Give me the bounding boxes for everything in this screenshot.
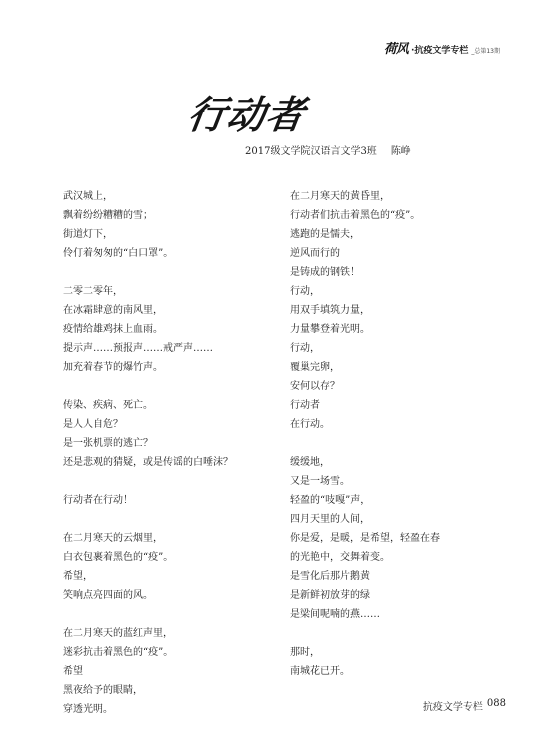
poem-line: 是一张机票的逃亡？ [63,438,153,449]
page-footer [423,698,506,713]
poem-line: 的光艳中，交舞着变。 [290,552,390,563]
poem-line: 是新鲜初放芽的绿 [290,590,370,601]
poem-line: 在行动。 [290,419,330,430]
poem-line: 那时， [290,647,320,658]
poem-line: 在二月寒天的黄昏里， [290,191,390,202]
issue-number: _总第13期 [471,48,500,55]
poem-line: 希望， [63,571,93,582]
poem-stanza [290,643,500,681]
magazine-logo: 荷风 [383,42,408,57]
poem-stanza [290,453,500,624]
page-number: 088 [486,698,506,709]
stanza-break [63,377,273,396]
stanza-break [290,624,500,643]
poem-stanza [63,624,273,719]
poem-stanza [290,187,500,434]
poem-line: 希望 [63,666,83,677]
poem-line: 行动者们抗击着黑色的“疫”。 [290,210,421,221]
poem-title: 行动者 [184,92,309,137]
poem-column-left [63,187,273,719]
poem-line: 飘着纷纷糟糟的雪； [63,210,153,221]
poem-line: 行动者在行动！ [63,495,133,506]
poem-line: 在二月寒天的云烟里， [63,533,163,544]
poem-line: 是雪化后那片鹅黄 [290,571,370,582]
poem-line: 黑夜给予的眼睛， [63,685,143,696]
poem-line: 加充着春节的爆竹声。 [63,362,163,373]
poem-line: 还是悲观的猜疑，或是传谣的白唾沫？ [63,457,233,468]
poem-stanza [63,187,273,263]
poem-line: 逃跑的是懦夫， [290,229,360,240]
stanza-break [63,605,273,624]
poem-line: 疫情给雄鸡抹上血雨。 [63,324,163,335]
poem-line: 覆巢完卵， [290,362,340,373]
footer-column-label: 抗疫文学专栏 [422,702,483,713]
column-label: ·抗疫文学专栏 [410,46,469,56]
poem-stanza [63,491,273,510]
poem-line: 又是一场雪。 [290,476,350,487]
poem-line: 街道灯下， [63,229,113,240]
author-class: 2017级文学院汉语言文学3班 [245,146,377,157]
poem-line: 行动者 [290,400,320,411]
poem-line: 你是爱，是暖，是希望，轻盈在春 [290,533,440,544]
poem-line: 行动， [290,343,320,354]
poem-line: 提示声……预报声……戒严声…… [63,343,213,354]
poem-line: 是梁间呢喃的燕…… [290,609,380,620]
stanza-break [290,434,500,453]
stanza-break [63,263,273,282]
poem-line: 缓缓地， [290,457,330,468]
poem-line: 逆风而行的 [290,248,340,259]
poem-line: 在冰霜肆意的南风里， [63,305,163,316]
poem-line: 白衣包裹着黑色的“疫”。 [63,552,174,563]
poem-stanza [63,529,273,605]
poem-line: 在二月寒天的蓝红声里， [63,628,173,639]
poem-line: 笑响点亮四面的风。 [63,590,153,601]
poem-line: 穿透光明。 [63,704,113,715]
stanza-break [63,472,273,491]
page-header [384,38,500,57]
poem-line: 迷彩抗击着黑色的“疫”。 [63,647,174,658]
poem-line: 轻盈的“吱嘎”声， [290,495,371,506]
poem-line: 行动， [290,286,320,297]
poem-stanza [63,282,273,377]
stanza-break [63,510,273,529]
poem-line: 用双手填筑力量， [290,305,370,316]
poem-line: 二零二零年， [63,286,123,297]
poem-line: 武汉城上， [63,191,113,202]
poem-line: 四月天里的人间， [290,514,370,525]
poem-line: 南城花已开。 [290,666,350,677]
poem-line: 安何以存？ [290,381,340,392]
poem-line: 是铸成的钢铁！ [290,267,360,278]
poem-line: 力量攀登着光明。 [290,324,370,335]
poem-line: 传染、疾病、死亡。 [63,400,153,411]
poem-stanza [63,396,273,472]
poem-line: 伶仃着匆匆的“白口罩”。 [63,248,174,259]
poem-line: 是人人自危？ [63,419,123,430]
byline [245,142,411,157]
poem-column-right [290,187,500,681]
author-name: 陈峥 [390,146,411,157]
